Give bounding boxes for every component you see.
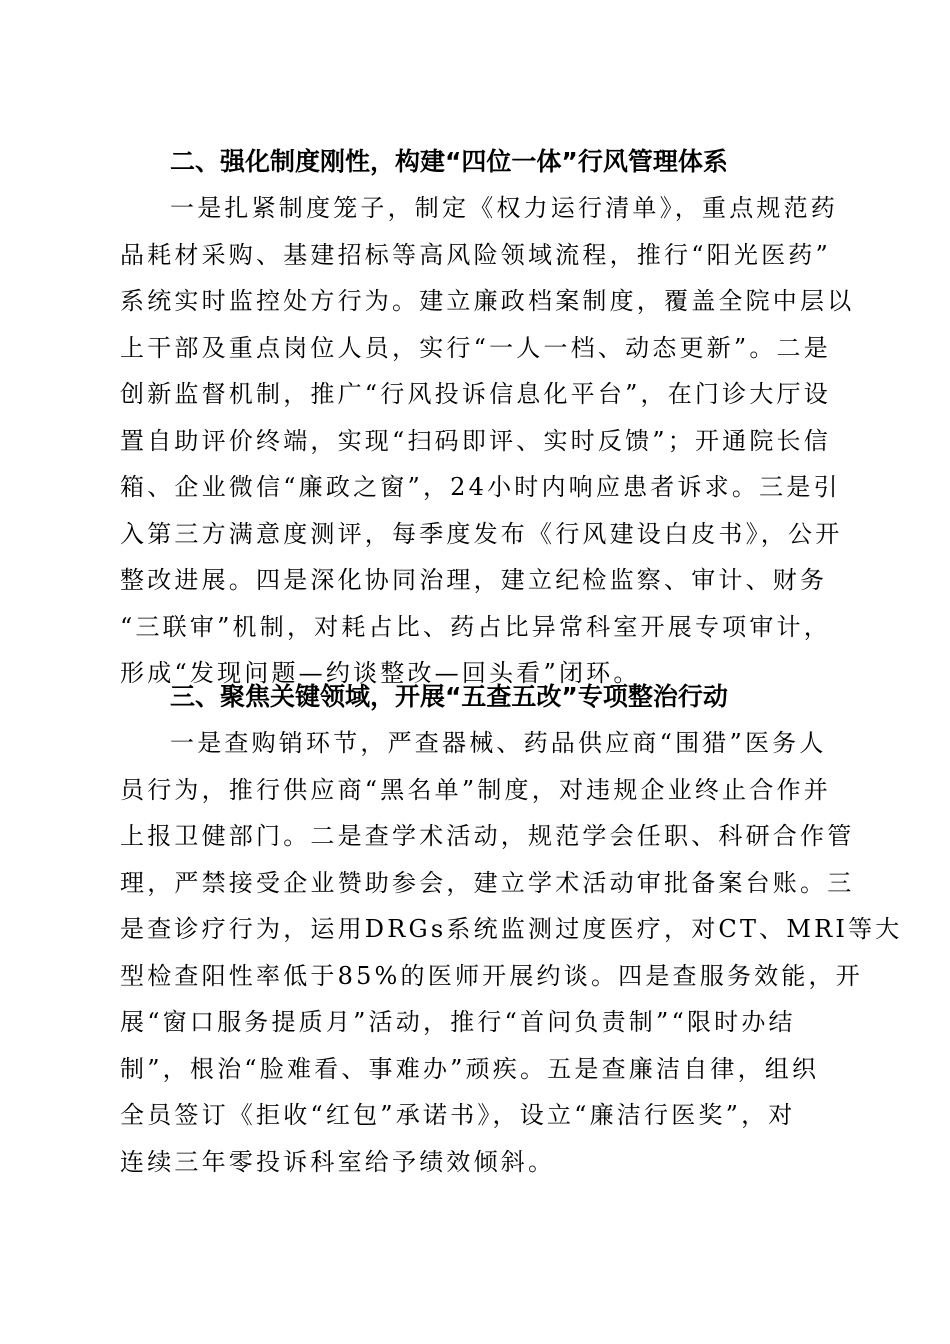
paragraph-line: 是查诊疗行为，运用DRGs系统监测过度医疗，对CT、MRI等大 xyxy=(120,915,903,943)
paragraph-line: 展“窗口服务提质月”活动，推行“首问负责制”“限时办结 xyxy=(120,1008,796,1036)
section-2-heading: 二、强化制度刚性，构建“四位一体”行风管理体系 xyxy=(170,147,728,176)
paragraph-line: 形成“发现问题—约谈整改—回头看”闭环。 xyxy=(120,659,641,687)
paragraph-line: 系统实时监控处方行为。建立廉政档案制度，覆盖全院中层以 xyxy=(120,287,855,315)
section-3-paragraph xyxy=(120,720,903,1185)
paragraph-line: 上干部及重点岗位人员，实行“一人一档、动态更新”。二是 xyxy=(120,333,831,362)
paragraph-line: 品耗材采购、基建招标等高风险领域流程，推行“阳光医药” xyxy=(120,240,831,269)
paragraph-line: 员行为，推行供应商“黑名单”制度，对违规企业终止合作并 xyxy=(120,775,831,804)
paragraph-line: 置自助评价终端，实现“扫码即评、实时反馈”；开通院长信 xyxy=(120,426,831,455)
paragraph-line: 全员签订《拒收“红包”承诺书》，设立“廉洁行医奖”，对 xyxy=(120,1101,796,1129)
paragraph-line: 型检查阳性率低于85%的医师开展约谈。四是查服务效能，开 xyxy=(120,961,863,990)
paragraph-line: “三联审”机制，对耗占比、药占比异常科室开展专项审计， xyxy=(120,612,831,641)
paragraph-line: 上报卫健部门。二是查学术活动，规范学会任职、科研合作管 xyxy=(120,822,855,850)
paragraph-line: 一是扎紧制度笼子，制定《权力运行清单》，重点规范药 xyxy=(170,194,838,222)
paragraph-line: 连续三年零投诉科室给予绩效倾斜。 xyxy=(120,1147,556,1176)
paragraph-line: 理，严禁接受企业赞助参会，建立学术活动审批备案台账。三 xyxy=(120,868,855,897)
paragraph-line: 制”，根治“脸难看、事难办”顽疾。五是查廉洁自律，组织 xyxy=(120,1054,820,1083)
paragraph-line: 箱、企业微信“廉政之窗”，24小时内响应患者诉求。三是引 xyxy=(120,473,841,501)
paragraph-line: 一是查购销环节，严查器械、药品供应商“围猎”医务人 xyxy=(170,729,827,757)
section-3-heading: 三、聚焦关键领域，开展“五查五改”专项整治行动 xyxy=(170,682,728,711)
paragraph-line: 入第三方满意度测评，每季度发布《行风建设白皮书》，公开 xyxy=(120,519,843,548)
paragraph-line: 整改进展。四是深化协同治理，建立纪检监察、审计、财务 xyxy=(120,566,828,594)
section-2-paragraph xyxy=(120,185,855,697)
paragraph-line: 创新监督机制，推广“行风投诉信息化平台”，在门诊大厅设 xyxy=(120,380,831,408)
